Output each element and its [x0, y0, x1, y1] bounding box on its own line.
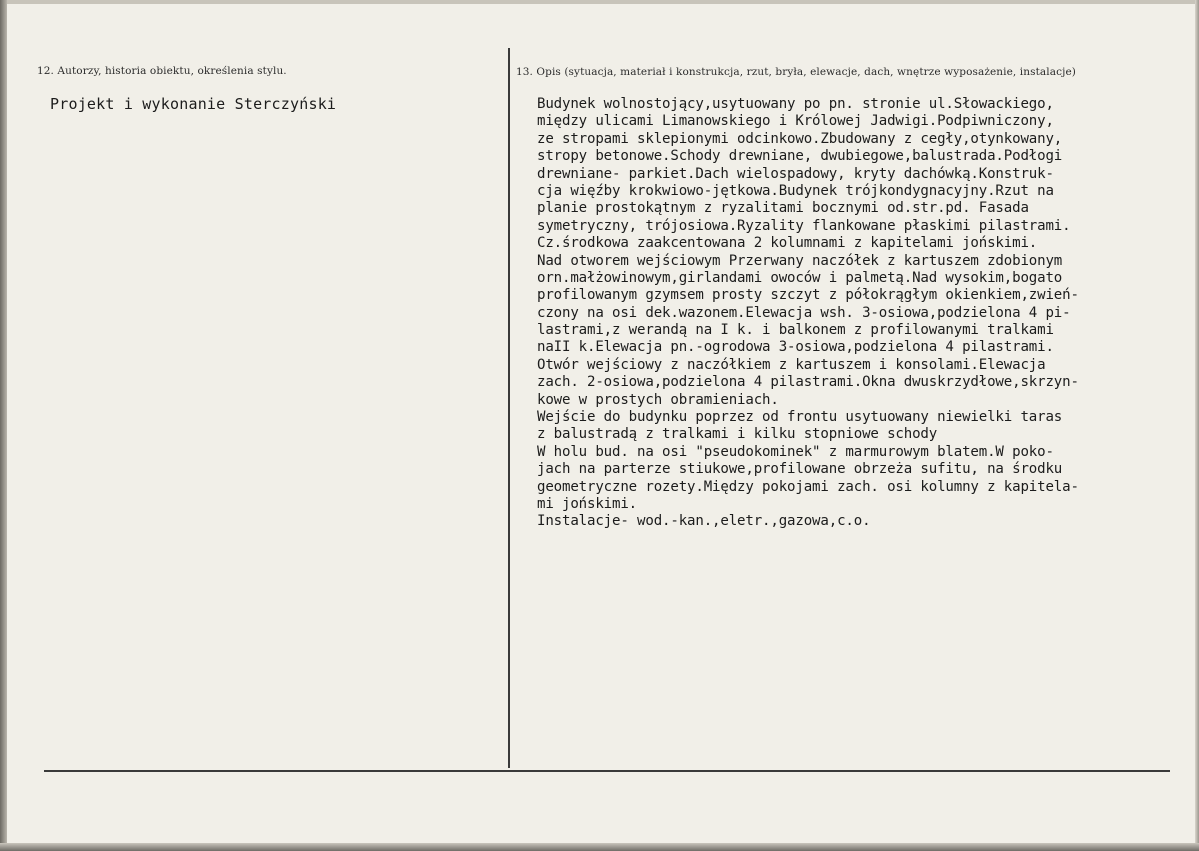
scan-edge-left — [0, 0, 7, 851]
description-line: Cz.środkowa zaakcentowana 2 kolumnami z kapitelami jońskimi. — [537, 235, 1038, 252]
description-line: naII k.Elewacja pn.-ogrodowa 3-osiowa,podzielona 4 pilastrami. — [537, 339, 1054, 356]
description-line: kowe w prostych obramieniach. — [537, 391, 779, 408]
description-line: cja więźby krokwiowo-jętkowa.Budynek trójkondygnacyjny.Rzut na — [537, 182, 1054, 199]
description-line: Budynek wolnostojący,usytuowany po pn. stronie ul.Słowackiego, — [537, 96, 1054, 112]
authors-heading: 12. Autorzy, historia obiektu, określenia stylu. — [37, 65, 287, 77]
description-text — [537, 96, 1079, 531]
description-line: Nad otworem wejściowym Przerwany naczółek z kartuszem zdobionym — [537, 252, 1063, 269]
description-line: geometryczne rozety.Między pokojami zach. osi kolumny z kapitela- — [537, 478, 1079, 495]
description-line: czony na osi dek.wazonem.Elewacja wsh. 3-osiowa,podzielona 4 pi- — [537, 304, 1071, 321]
description-line: mi jońskimi. — [537, 495, 638, 512]
description-line: stropy betonowe.Schody drewniane, dwubiegowe,balustrada.Podłogi — [537, 148, 1063, 165]
description-line: lastrami,z werandą na I k. i balkonem z profilowanymi tralkami — [537, 322, 1054, 339]
description-line: W holu bud. na osi "pseudokominek" z marmurowym blatem.W poko- — [537, 443, 1054, 460]
description-line: Wejście do budynku poprzez od frontu usytuowany niewielki taras — [537, 409, 1063, 426]
description-line: planie prostokątnym z ryzalitami bocznymi od.str.pd. Fasada — [537, 200, 1029, 217]
description-line: profilowanym gzymsem prosty szczyt z półokrągłym okienkiem,zwień- — [537, 287, 1079, 304]
description-line: drewniane- parkiet.Dach wielospadowy, kryty dachówką.Konstruk- — [537, 165, 1054, 182]
authors-text: Projekt i wykonanie Sterczyński — [50, 95, 337, 113]
description-line: ze stropami sklepionymi odcinkowo.Zbudowany z cegły,otynkowany, — [537, 130, 1063, 147]
description-line: symetryczny, trójosiowa.Ryzality flankowane płaskimi pilastrami. — [537, 217, 1071, 234]
description-line: Otwór wejściowy z naczółkiem z kartuszem i konsolami.Elewacja — [537, 356, 1046, 373]
bottom-rule — [44, 770, 1170, 772]
description-line: zach. 2-osiowa,podzielona 4 pilastrami.Okna dwuskrzydłowe,skrzyn- — [537, 374, 1079, 391]
description-heading: 13. Opis (sytuacja, materiał i konstrukcja, rzut, bryła, elewacje, dach, wnętrze wyposażenie, instalacje) — [516, 66, 1076, 78]
description-line: orn.małżowinowym,girlandami owoców i palmetą.Nad wysokim,bogato — [537, 269, 1063, 286]
description-line: między ulicami Limanowskiego i Królowej Jadwigi.Podpiwniczony, — [537, 113, 1054, 130]
scan-edge-right — [1195, 0, 1199, 851]
description-line: Instalacje- wod.-kan.,eletr.,gazowa,c.o. — [537, 513, 871, 530]
description-line: jach na parterze stiukowe,profilowane obrzeża sufitu, na środku — [537, 461, 1063, 478]
column-divider — [508, 48, 510, 768]
description-line: z balustradą z tralkami i kilku stopniowe schody — [537, 426, 938, 443]
scan-edge-bottom — [0, 843, 1199, 851]
